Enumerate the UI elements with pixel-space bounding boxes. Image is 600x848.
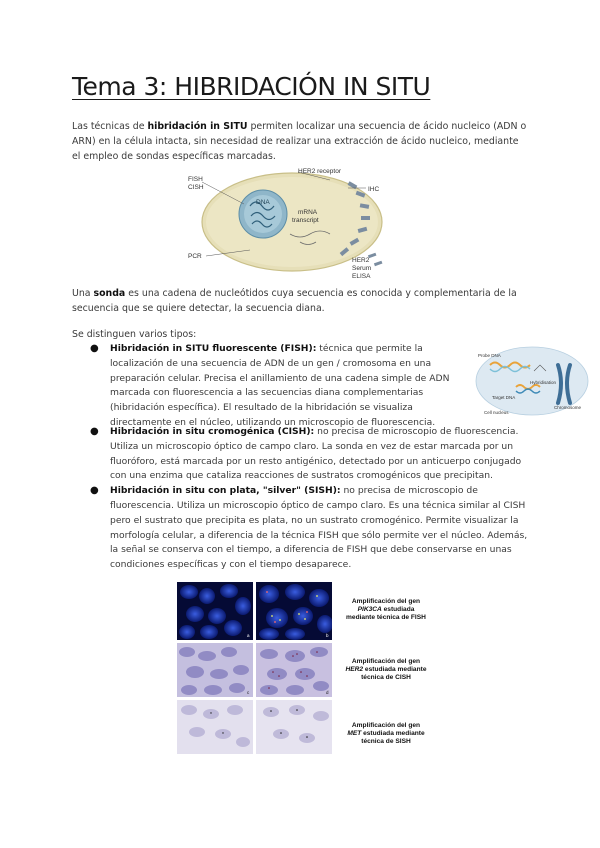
label-probe: Probe DNA: [478, 353, 501, 358]
her2-cell-diagram: [180, 164, 390, 282]
caption-fish-line2-text: estudiada: [381, 606, 415, 613]
list-item-fish: [90, 342, 450, 431]
label-cish: CISH: [188, 184, 204, 191]
intro-prefix: Las técnicas de: [72, 121, 148, 132]
micrograph-panels: [177, 582, 332, 754]
cish-text: no precisa de microscopio de fluorescencia. Utiliza un microscopio óptico de campo claro. La sonda en vez de estar marcada por un fluoróforo, está marcada por un resto antigénico, detectado por un anticuerpo conjugado con una enzima que cataliza reacciones de sustratos cromogénicos que precipitan.: [110, 426, 522, 482]
caption-cish: [336, 658, 436, 682]
panel-letter-d: d: [326, 690, 329, 695]
label-elisa: ELISA: [352, 273, 371, 280]
bullet-icon: ●: [90, 485, 99, 497]
label-fish: FISH: [188, 176, 203, 183]
caption-fish: [336, 598, 436, 622]
caption-cish-gene: HER2: [345, 666, 364, 673]
panel-letter-c: c: [247, 690, 250, 695]
label-ihc: IHC: [368, 186, 380, 193]
label-serum: Serum: [352, 265, 372, 272]
fish-term: Hibridación in SITU fluorescente (FISH):: [110, 343, 317, 354]
fish-text: técnica que permite la localización de una secuencia de ADN de un gen / cromosoma en una preparación celular. Precisa el anillamiento de una cadena simple de ADN marcada con fluorescencia a las secuencias diana complementarias (hibridación específica). El resultado de la hibridación se visualiza directamente en el núcleo, utilizando un microscopio de fluorescencia.: [110, 343, 450, 428]
bullet-icon: ●: [90, 343, 99, 354]
list-item-sish: [90, 484, 530, 573]
caption-sish: [336, 722, 436, 746]
panel-letter-a: a: [247, 633, 250, 638]
caption-sish-line2-text: estudiada mediante: [361, 730, 425, 737]
sonda-prefix: Una: [72, 288, 94, 299]
types-intro: Se distinguen varios tipos:: [72, 329, 197, 340]
intro-term: hibridación in SITU: [147, 121, 248, 132]
types-list-fish: [90, 342, 450, 431]
sonda-term: sonda: [93, 288, 126, 299]
bullet-icon: ●: [90, 426, 99, 437]
intro-paragraph: [72, 119, 528, 164]
label-her2-receptor: HER2 receptor: [298, 168, 341, 175]
caption-fish-line2: [336, 606, 436, 614]
label-target-dna: Target DNA: [492, 395, 516, 400]
caption-sish-gene: MET: [347, 730, 362, 737]
sonda-text: es una cadena de nucleótidos cuya secuencia es conocida y complementaria de la secuencia que se quiere detectar, la secuencia diana.: [72, 288, 517, 314]
caption-fish-gene: PIK3CA: [357, 606, 382, 613]
label-transcript: transcript: [292, 217, 319, 224]
caption-cish-line1: Amplificación del gen: [351, 658, 421, 665]
cish-term: Hibridación in situ cromogénica (CISH):: [110, 426, 315, 437]
caption-cish-line2: [336, 666, 436, 674]
types-list-rest: [90, 425, 530, 573]
sish-text: no precisa de microscopio de fluorescencia. Utiliza un microscopio óptico de campo claro. Es una técnica similar al CISH pero el sustrato que precipita es plata, no un sustrato cromogénico. Permite visualizar la morfología celular, a diferencia de la técnica FISH que sólo permite ver el núcleo. Además, la señal se conserva con el tiempo, a diferencia de FISH que debe conservarse en unas condiciones específicas y con el tiempo desaparece.: [110, 485, 528, 571]
page-title: Tema 3: HIBRIDACIÓN IN SITU: [72, 72, 431, 101]
label-chromosome: Chromosome: [554, 405, 582, 410]
label-mrna: mRNA: [298, 209, 318, 216]
label-cell-nucleus: Cell nucleus: [484, 410, 509, 415]
caption-cish-line3: técnica de CISH: [361, 674, 411, 681]
caption-fish-line3: mediante técnica de FISH: [346, 614, 426, 621]
caption-sish-line1: Amplificación del gen: [351, 722, 421, 729]
sish-term: Hibridación in situ con plata, "silver" (SISH):: [110, 485, 341, 497]
intro-text: permiten localizar una secuencia de ácido nucleico (ADN o ARN) en la célula intacta, sin necesidad de realizar una extracción de ácido nucleico, mediante el empleo de sondas específicas marcadas.: [72, 121, 527, 162]
label-pcr: PCR: [188, 253, 202, 260]
sonda-paragraph: [72, 286, 528, 316]
label-her2: HER2: [352, 257, 370, 264]
caption-fish-line1: Amplificación del gen: [351, 598, 421, 605]
label-dna: DNA: [256, 199, 270, 206]
caption-cish-line2-text: estudiada mediante: [363, 666, 427, 673]
panel-letter-b: b: [326, 633, 329, 638]
fish-schematic: [472, 343, 590, 419]
caption-sish-line3: técnica de SISH: [361, 738, 411, 745]
list-item-cish: [90, 425, 530, 484]
label-hybridisation: Hybridisation: [530, 380, 557, 385]
caption-sish-line2: [336, 730, 436, 738]
